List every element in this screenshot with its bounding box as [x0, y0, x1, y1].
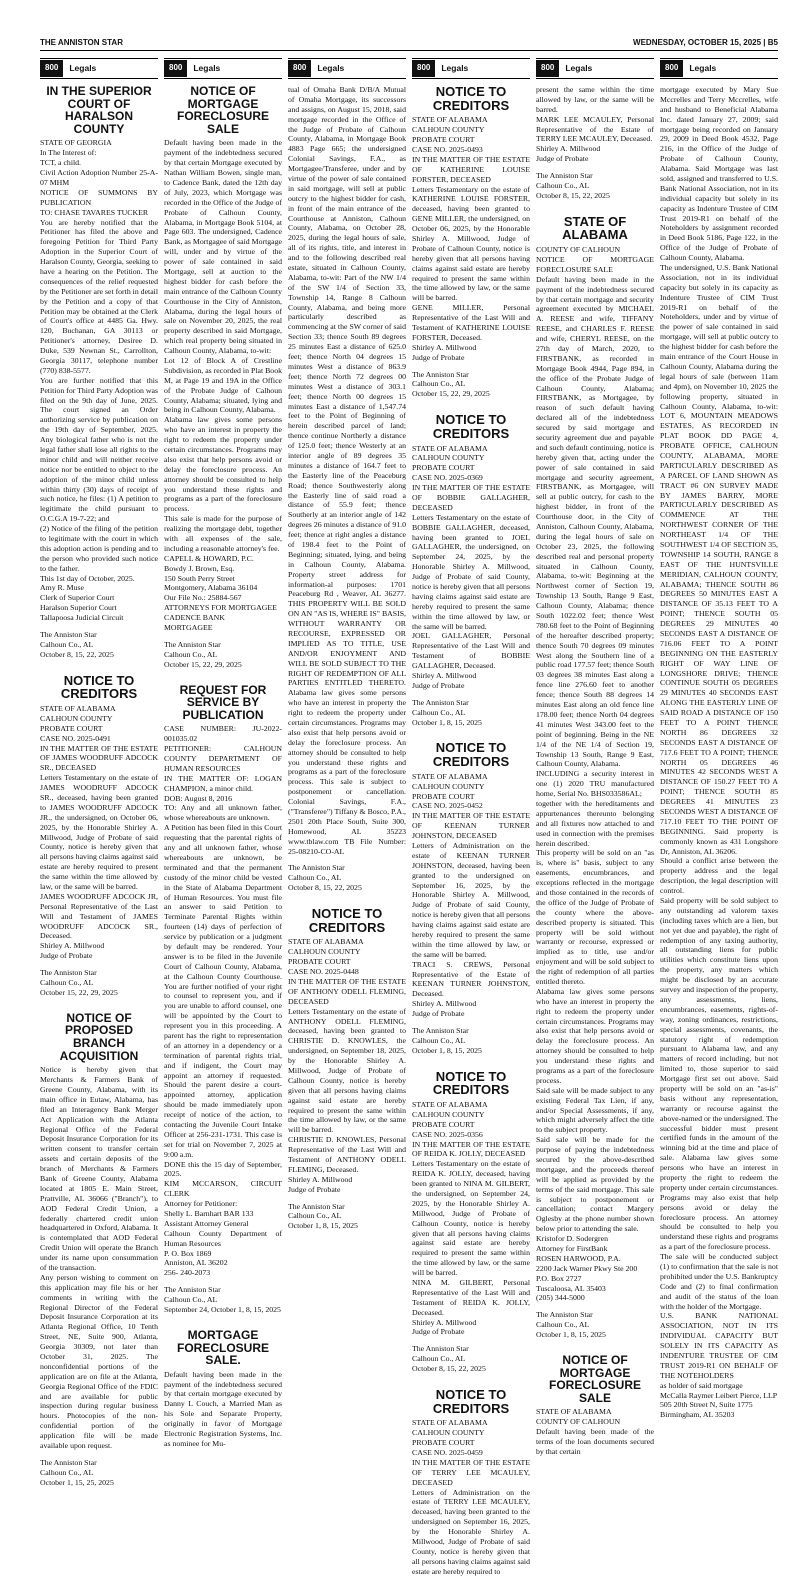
notice-line: Assistant Attorney General [164, 1218, 249, 1228]
notice-spacer [536, 1303, 654, 1310]
notice-line: STATE OF ALABAMA [40, 703, 116, 713]
notice-line: TO: CHASE TAVARES TUCKER [40, 207, 149, 217]
notice-line: STATE OF ALABAMA [412, 1099, 488, 1109]
legal-column [536, 58, 654, 1578]
section-label: Legals [69, 63, 97, 74]
notice-title: NOTICE TO CREDITORS [432, 740, 510, 770]
legal-notice [288, 85, 406, 893]
notice-line: MORTGAGEE [164, 623, 213, 633]
legal-column [164, 58, 282, 1578]
section-label: Legals [689, 63, 717, 74]
notice-line: Shirley A. Millwood [288, 1174, 353, 1184]
notice-line: The Anniston Star [412, 1344, 469, 1354]
notice-line: Alabama law gives some persons who have an interest in property the right to redeem the property under certain circumstances. Programs may also exist that help persons avoid or delay the foreclosure process. An attorney should be consulted to help you understand these rights and programs as a part of the foreclosure process. [536, 986, 654, 1085]
notice-line: IN THE MATTER OF THE ESTATE OF BOBBIE GALLAGHER, DECEASED [412, 483, 530, 512]
notice-line: Letters Testamentary on the estate of KATHERINE LOUISE FORSTER, deceased, having been granted to GENE MILLER, the undersigned, on October 06, 2025, by the Honorable Shirley A. Millwood, Judge of Probate of Calhoun County, notice is hereby given that all persons having claims against said estate are hereby required to present the same within the time allowed by law, or the same will be barred. [412, 184, 530, 303]
notice-line: The Anniston Star [536, 1310, 593, 1320]
notice-line: The Anniston Star [288, 1201, 345, 1211]
legal-notice [536, 1354, 654, 1457]
notice-line: PROBATE COURT [412, 1438, 475, 1448]
notice-line: The undersigned, U.S. Bank National Association, not in its individual capacity but solely in its capacity as Indenture Trustee of CIM Trust 2019-R1 on behalf of the Noteholders, under and by virtue of the power of sale contained in said mortgage, will sell at public outcry to the highest bidder for cash before the main entrance of the Court House in Calhoun County, Alabama during the legal hours of sale (between 11am and 4pm), on November 10, 2025 the following property, situated in Calhoun County, Alabama, to-wit: LOT 6, MOUNTAIN MEADOWS ESTATES, AS RECORDED IN PLAT BOOK DD PAGE 4, PROBATE OFFICE, CALHOUN COUNTY, ALABAMA, MORE PARTICULARLY DESCRIBED AS A PARCEL OF LAND SHOWN AS TRACT #6 ON SURVEY MADE BY JAMES BARRY, MORE PARTICULARLY DESCRIBED AS COMMENCE AT THE NORTHWEST CORNER OF THE NORTHEAST 1/4 OF THE SOUTHWEST 1/4 OF SECTION 35, TOWNSHIP 14 SOUTH, RANGE 8 EAST OF THE HUNTSVILLE MERIDIAN, CALHOUN COUNTY, ALABAMA; THENCE SOUTH 86 DEGREES 50 MINUTES EAST A DISTANCE OF 35.13 FEET TO A POINT; THENCE SOUTH 05 DEGREES 29 MINUTES 40 SECONDS EAST A DISTANCE OF 716.06 FEET TO A POINT BEGINNING ON THE EASTERLY RIGHT OF WAY LINE OF LONGSHORE DRIVE; THENCE CONTINUE SOUTH 05 DEGREES 29 MINUTES 40 SECONDS EAST ALONG THE EASTERLY LINE OF SAID ROAD A DISTANCE OF 150 FEET TO A POINT THENCE NORTH 86 DEGREES 32 SECONDS EAST A DISTANCE OF 717.6 FEET TO A POINT; THENCE NORTH 05 DEGREES 46 MINUTES 42 SECONDS WEST A DISTANCE OF 150.27 FEET TO A POINT; THENCE SOUTH 85 DEGREES 41 MINUTES 23 SECONDS WEST A DISTANCE OF 717.10 FEET TO THE POINT OF BEGINNING. Said property is commonly known as 431 Longshore Dr, Anniston, AL 36206. [660, 263, 778, 856]
notice-line: TCT, a child. [40, 158, 81, 168]
notice-line: Any person wishing to comment on this application may file his or her comments in writing with the Regional Director of the Federal Deposit Insurance Corporation at its Atlanta Regional Office, 10 Tenth Street, NE, Suite 900, Atlanta, Georgia 30309, not later than October 31, 2025. The nonconfidential portions of the application are on file at the Atlanta, Georgia Regional Office of the FDIC and are available for public inspection during regular business hours. Photocopies of the non-confidential portion of the application file will be made available upon request. [40, 1272, 158, 1451]
notice-line: CASE NO. 2025-0356 [412, 1129, 483, 1139]
notice-line: You are hereby notified that the Petitioner has filed the above and foregoing Petition for Third Party Adoption in the Superior Court of Haralson County, Georgia, seeking to have a hearing on the Petition. The consequences of the relief requested by the Petitioner are set forth in detail by the Petition and a copy of that Petition may be obtained at the Clerk of Court's office at 4485 Ga. Hwy. 120, Buchanan, GA 30113 or Petitioner's attorney, Desiree D. Duke, 539 Newnan St., Carrollton, Georgia 30117, telephone number (770) 838-5577. [40, 217, 158, 375]
notice-title: NOTICE TO CREDITORS [60, 672, 138, 702]
notice-line: CASE NO. 2025-0452 [412, 801, 483, 811]
legal-notice [536, 85, 654, 201]
notice-spacer [40, 1451, 158, 1458]
notice-line: October 15, 22, 29, 2025 [164, 659, 242, 669]
notice-line: mortgage executed by Mary Sue Mccrelles and Terry Mccrelles, wife and husband to Beneficial Alabama Inc. dated January 27, 2009; said mortgage being recorded on January 29, 2009 in Deed Book 4532, Page 216, in the Office of the Judge of Probate of Calhoun County, Alabama. Said Mortgage was last sold, assigned and transferred to U.S. Bank National Association, not in its individual capacity but solely in its capacity as Indenture Trustee of CIM Trust 2019-R1 on behalf of the Noteholders by assignment recorded in Deed Book 5186, Page 122, in the Office of the Judge of Probate of Calhoun County, Alabama. [660, 85, 778, 263]
notice-line: COUNTY OF CALHOUN [536, 245, 621, 255]
notice-line: CALHOUN COUNTY [412, 453, 485, 463]
notice-line: The Anniston Star [412, 369, 469, 379]
notice-title: NOTICE TO CREDITORS [308, 906, 386, 935]
legal-notice [536, 215, 654, 1340]
notice-line: (2) Notice of the filing of the petition to legitimate with the court in which this adoption action is pending and to the person who provided such notice to the father. [40, 524, 158, 573]
section-header [40, 58, 158, 79]
notice-spacer [412, 691, 530, 698]
section-code-badge: 800 [288, 60, 311, 76]
notice-line: DOB: August 8, 2016 [164, 793, 233, 803]
notice-line: (205) 344-5000 [536, 1293, 585, 1303]
notice-line: PROBATE COURT [412, 463, 475, 473]
section-header [164, 58, 282, 79]
notice-line: Judge of Probate [412, 1327, 465, 1337]
notice-line: Haralson Superior Court [40, 603, 117, 613]
notice-line: JOEL GALLAGHER, Personal Representative of the Last Will and Testament of BOBBIE GALLAGHER, Deceased. [412, 631, 530, 671]
notice-line: Said sale will be made for the purpose of paying the indebtedness secured by the above-described mortgage, and the proceeds thereof will be applied as provided by the terms of the said mortgage. This sale is subject to postponement or cancellation; contact Margery Oglesby at the phone number shown below prior to attending the sale. [536, 1135, 654, 1234]
section-code-badge: 800 [412, 60, 435, 76]
notice-line: October 1, 8, 15, 2025 [412, 717, 482, 727]
notice-line: You are further notified that this Petition for Third Party Adoption was filed on the 9th day of June, 2025. The court signed an Order authorizing service by publication on the 19th day of September, 2025. Any biological father who is not the legal father shall lose all rights to the minor child and will neither receive notice nor be entitled to object to the adoption of the minor child unless within thirty (30) days of receipt of such notice, he files: (1) A petition to legitimate the child pursuant to O.C.G.A 19-7-22; and [40, 375, 158, 524]
notice-line: The sale will be conducted subject (1) to confirmation that the sale is not prohibited under the U.S. Bankruptcy Code and (2) to final confirmation and audit of the status of the loan with the holder of the Mortgage. [660, 1252, 778, 1311]
notice-line: KIM MCCARSON, CIRCUIT CLERK [164, 1179, 282, 1199]
notice-line: September 24, October 1, 8, 15, 2025 [164, 1305, 281, 1315]
notice-spacer [40, 961, 158, 968]
notice-line: CALHOUN COUNTY [412, 1428, 485, 1438]
notice-line: Letters of Administration on the estate of KEENAN TURNER JOHNSTON, deceased, having been granted to the undersigned on September 16, 2025, by the Honorable Shirley A. Millwood, Judge of Probate of said County, notice is hereby given that all persons having claims against said estate are hereby required to present the same within the time allowed by law, or the same will be barred. [412, 840, 530, 959]
notice-line: October 15, 22, 29, 2025 [412, 389, 490, 399]
notice-line: Shirley A. Millwood [412, 670, 477, 680]
notice-line: Default having been made in the payment of the indebtedness secured by that certain Mortgage executed by Nathan William Bowen, single man, to Cadence Bank, dated the 12th day of July, 2023, which Mortgage was recorded in the Office of the Judge of Probate of Calhoun County, Alabama, in Mortgage Book 5104, at Page 603. The undersigned, Cadence Bank, as Mortgagee of said Mortgage will, under and by virtue of the power of sale contained in said Mortgage, sell at auction to the highest bidder for cash before the main entrance of the Calhoun County Courthouse in the City of Anniston, Alabama, during the legal hours of sale on November 20, 2025, the real property described in said Mortgage, which real property being situated in Calhoun County, Alabama, to-wit: [164, 138, 282, 356]
legals-columns [40, 58, 778, 1578]
notice-line: CASE NO. 2025-0493 [412, 144, 483, 154]
notice-line: PETITIONER: CALHOUN COUNTY DEPARTMENT OF HUMAN RESOURCES [164, 744, 282, 773]
notice-line: The Anniston Star [412, 1025, 469, 1035]
notice-line: CALHOUN COUNTY [288, 947, 361, 957]
notice-line: Shirley A. Millwood [536, 144, 601, 154]
notice-line: Judge of Probate [412, 680, 465, 690]
section-code-badge: 800 [164, 60, 187, 76]
notice-line: Tuscaloosa, AL 35403 [536, 1283, 606, 1293]
masthead-rule [40, 50, 778, 51]
notice-line: Amy R. Muse [40, 583, 84, 593]
notice-line: Calhoun Co., AL [40, 639, 94, 649]
notice-line: Anniston, AL 36202 [164, 1258, 228, 1268]
notice-line: Shirley A. Millwood [40, 941, 105, 951]
notice-line: October 8, 15, 22, 2025 [288, 883, 362, 893]
notice-line: STATE OF ALABAMA [412, 1418, 488, 1428]
notice-line: INCLUDING a security interest in one (1) 2020 TRU manufactured home, Serial No. BHS033586AL; [536, 769, 654, 799]
notice-line: The Anniston Star [40, 968, 97, 978]
notice-line: tual of Omaha Bank D/B/A Mutual of Omaha Mortgage, its successors and assigns, on August 15, 2018, said mortgage recorded in the Office of the Judge of Probate of Calhoun County, Alabama, in Mortgage Book 4883 Page 665; the undersigned Colonial Savings, F.A., as Mortgagee/Transferee, under and by virtue of the power of sale contained in said mortgage, will sell at public outcry to the highest bidder for cash, in front of the main entrance of the Courthouse at Anniston, Calhoun County, Alabama, on October 28, 2025, during the legal hours of sale, all of its rights, title, and interest in and to the following described real estate, situated in Calhoun County, Alabama, to-wit: Part of the NW 1/4 of the SW 1/4 of Section 33, Township 14, Range 8 Calhoun County, Alabama, and being more particularly described as commencing at the SW corner of said Section 33; thence South 89 degrees 25 minutes East a distance of 625.0 feet; thence North 04 degrees 15 minutes West a distance of 863.9 feet; thence North 72 degrees 00 minutes West a distance of 303.1 feet; thence North 00 degrees 15 minutes East a distance of 1,547.74 feet to the Point of Beginning of herein described parcel of land; thence continue Northerly a distance of 125.0 feet; thence Westerly at an interior angle of 89 degrees 35 minutes a distance of 164.7 feet to the Easterly line of the Peaceburg Road; thence Southwesterly along the Easterly line of said road a distance of 55.9 feet; thence Southerly at an interior angle of 142 degrees 26 minutes a distance of 91.0 feet; thence at right angles a distance of 198.4 feet to the Point of Beginning; situated, lying, and being in Calhoun County, Alabama. Property street address for information-al purposes: 1701 Peaceburg Rd , Weaver, AL 36277. THIS PROPERTY WILL BE SOLD ON AN "AS IS, WHERE IS" BASIS, WITHOUT WARRANTY OR RECOURSE, EXPRESSED OR IMPLIED AS TO TITLE, USE AND/OR ENJOYMENT AND WILL BE SOLD SUBJECT TO THE RIGHT OF REDEMPTION OF ALL PARTIES ENTITLED THERETO. Alabama law gives some persons who have an interest in property the right to redeem the property under certain circumstances. Programs may also exist that help persons avoid or delay the foreclosure process. An attorney should be consulted to help you understand these rights and programs as a part of the foreclosure process. This sale is subject to postponement or cancellation. Colonial Savings, F.A., ("Transferee") Tiffany & Bosco, P.A., 2501 20th Place South, Suite 300, Homewood, AL 35223 www.tblaw.com TB File Number: 25-08210-CO-AL [288, 85, 406, 856]
notice-line: Attorney for Petitioner: [164, 1199, 238, 1209]
notice-line: Birmingham, AL 35203 [660, 1410, 735, 1420]
legal-column [412, 58, 530, 1578]
notice-line: Civil Action Adoption Number 25-A-07 MHM [40, 168, 158, 187]
notice-line: Shirley A. Millwood [412, 999, 477, 1009]
legal-notice [412, 1070, 530, 1374]
legal-notice [412, 1388, 530, 1577]
notice-spacer [164, 633, 282, 640]
notice-line: October 1, 8, 15, 2025 [288, 1221, 358, 1231]
notice-line: Bowdy J. Brown, Esq. [164, 563, 235, 573]
notice-line: October 15, 22, 29, 2025 [40, 987, 118, 997]
section-header [660, 58, 778, 79]
notice-line: October 8, 15, 22, 2025 [536, 190, 610, 200]
legal-notice [40, 85, 158, 660]
notice-line: October 1, 8, 15, 2025 [412, 1045, 482, 1055]
notice-line: CALHOUN COUNTY [412, 781, 485, 791]
notice-line: as holder of said mortgage [660, 1380, 743, 1390]
notice-line: Calhoun Co., AL [412, 1035, 466, 1045]
notice-line: PROBATE COURT [412, 791, 475, 801]
notice-spacer [288, 1195, 406, 1202]
notice-line: Judge of Probate [536, 154, 589, 164]
notice-line: October 1, 15, 25, 2025 [40, 1477, 114, 1487]
notice-line: PROBATE COURT [40, 723, 103, 733]
notice-title: NOTICE OF MORTGAGE FORECLOSURE SALE [548, 1353, 641, 1405]
notice-spacer [412, 1019, 530, 1026]
notice-line: Letters Testamentary on the estate of ANTHONY ODELL FLEMING, deceased, having been granted to CHRISTIE D. KNOWLES, the undersigned, on September 18, 2025, by the Honorable Shirley A. Millwood, Judge of Probate of Calhoun County, notice is hereby given that all persons having claims against said estate are hereby required to present the same within the time allowed by law, or the same will be barred. [288, 1006, 406, 1135]
section-label: Legals [317, 63, 345, 74]
legal-notice [660, 85, 778, 1420]
notice-line: CALHOUN COUNTY [40, 713, 113, 723]
notice-line: Default having been made in the payment of the indebtedness secured by that certain mortgage and security agreement executed by MICHAEL A. REESE and wife, TIFFANY REESE, and CHARLES F. REESE and wife, CHERYL REESE, on the 27th day of March, 2020, to FIRSTBANK, as recorded in Mortgage Book 4944, Page 894, in the office of the Probate Judge of Calhoun County, Alabama; FIRSTBANK, as Mortgagee, by reason of such default having declared all of the indebtedness secured by said mortgage and security agreement due and payable and such default continuing, notice is hereby given that, acting under the power of sale contained in said mortgage and security agreement, FIRSTBANK, as Mortgagee, will sell at public outcry, for cash to the highest bidder, in front of the Courthouse door, in the City of Anniston, Calhoun County, Alabama, during the legal hours of sale on October 23, 2025, the following described real and personal property situated in Calhoun County, Alabama, to-wit: Beginning at the Northwest corner of Section 19, Township 13 South, Range 9 East, Calhoun County, Alabama; thence South 1022.02 feet; thence West 780.68 feet to the Point of Beginning of the hereafter described property; thence South 70 degrees 09 minutes West along the Southern line of a public road 177.57 feet; thence South 03 degrees 38 minutes East along a fence line 276.60 feet to another fence; thence South 88 degrees 14 minutes East along an old fence line 178.00 feet; thence North 04 degrees 41 minutes West 343.00 feet to the point of beginning. Being in the NE 1/4 of the NE 1/4 of Section 19, Township 13 South, Range 9 East, Calhoun County, Alabama. [536, 274, 654, 769]
notice-line: Calhoun Co., AL [164, 1295, 218, 1305]
notice-line: The Anniston Star [164, 1285, 221, 1295]
notice-line: Said sale will be made subject to any existing Federal Tax Lien, if any, and/or Special Assessments, if any, which might adversely affect the title to the subject property. [536, 1085, 654, 1135]
section-code-badge: 800 [40, 60, 63, 76]
notice-line: PROBATE COURT [412, 135, 475, 145]
notice-line: PROBATE COURT [412, 1119, 475, 1129]
notice-line: U.S. BANK NATIONAL ASSOCIATION, NOT IN ITS INDIVIDUAL CAPACITY BUT SOLELY IN ITS CAPACITY AS INDENTURE TRUSTEE OF CIM TRUST 2019-R1 ON BEHALF OF THE NOTEHOLDERS [660, 1311, 778, 1380]
notice-title: REQUEST FOR SERVICE BY PUBLICATION [179, 682, 267, 722]
notice-line: STATE OF ALABAMA [536, 1407, 612, 1417]
notice-line: Calhoun Co., AL [412, 1354, 466, 1364]
notice-line: The Anniston Star [164, 639, 221, 649]
notice-line: present the same within the time allowed by law, or the same will be barred. [536, 85, 654, 114]
notice-title: STATE OF ALABAMA [562, 213, 628, 243]
legal-notice [164, 684, 282, 1315]
notice-line: In The Interest of: [40, 148, 97, 158]
notice-line: Kristofor D. Sodergren [536, 1234, 608, 1244]
notice-line: DONE this the 15 day of September, 2025. [164, 1159, 282, 1179]
notice-line: Calhoun Co., AL [288, 1211, 342, 1221]
page-number: B5 [767, 38, 778, 47]
notice-line: Letters Testamentary on the estate of JAMES WOODRUFF ADCOCK SR., deceased, having been granted to JAMES WOODRUFF ADCOCK JR., the undersigned, on October 06, 2025, by the Honorable Shirley A. Millwood, Judge of Probate of said County, notice is hereby given that all persons having claims against said estate are hereby required to present the same within the time allowed by law, or the same will be barred. [40, 773, 158, 891]
notice-line: IN THE MATTER OF THE ESTATE OF KEENAN TURNER JOHNSTON, DECEASED [412, 811, 530, 841]
notice-line: CALHOUN COUNTY [412, 125, 485, 135]
notice-title: NOTICE TO CREDITORS [432, 412, 510, 441]
notice-line: IN THE MATTER OF THE ESTATE OF JAMES WOODRUFF ADCOCK SR., DECEASED [40, 743, 158, 773]
notice-line: Calhoun Co., AL [288, 873, 342, 883]
legal-notice [40, 1012, 158, 1488]
notice-line: 2200 Jack Warner Pkwy Ste 200 [536, 1263, 638, 1273]
notice-line: McCalla Raymer Leibert Pierce, LLP [660, 1390, 778, 1400]
notice-line: GENE MILLER, Personal Representative of the Last Will and Testament of KATHERINE LOUISE FORSTER, Deceased. [412, 303, 530, 342]
notice-line: Shirley A. Millwood [412, 342, 477, 352]
notice-line: October 1, 8, 15, 2025 [536, 1330, 606, 1340]
notice-line: Judge of Probate [40, 951, 93, 961]
notice-title: NOTICE TO CREDITORS [432, 84, 510, 113]
notice-line: CADENCE BANK [164, 613, 225, 623]
notice-line: JAMES WOODRUFF ADCOCK JR, Personal Representative of the Last Will and Testament of JAMES WOODRUFF ADCOCK SR., Deceased. [40, 891, 158, 941]
section-header [288, 58, 406, 79]
notice-line: The Anniston Star [40, 630, 97, 640]
notice-line: CAPELL & HOWARD, P.C. [164, 553, 254, 563]
notice-line: NINA M. GILBERT, Personal Representative of the Last Will and Testament of REIDA K. JOLLY, Deceased. [412, 1277, 530, 1317]
notice-line: ATTORNEYS FOR MORTGAGEE [164, 603, 277, 613]
notice-line: This sale is made for the purpose of realizing the mortgage debt, together with all expenses of the sale, including a reasonable attorney's fee. [164, 514, 282, 553]
notice-line: COUNTY OF CALHOUN [536, 1417, 621, 1427]
notice-title: NOTICE TO CREDITORS [432, 1068, 510, 1098]
notice-line: TO: Any and all unknown father, whose whereabouts are unknown. [164, 803, 282, 823]
notice-line: together with the hereditaments and appurtenances thereunto belonging and all fixtures now attached to and used in connection with the premises herein described. [536, 798, 654, 848]
legal-notice [164, 1329, 282, 1449]
notice-line: Tallapoosa Judicial Circuit [40, 613, 124, 623]
notice-spacer [164, 1278, 282, 1285]
notice-line: Alabama law gives some persons who have an interest in property the right to redeem the property under certain circumstances. Programs may also exist that help persons avoid or delay the foreclosure process. An attorney should be consulted to help you understand these rights and programs as a part of the foreclosure process. [164, 415, 282, 514]
notice-spacer [412, 363, 530, 370]
legal-notice [40, 674, 158, 998]
notice-line: CASE NO. 2025-0459 [412, 1447, 483, 1457]
notice-title: MORTGAGE FORECLOSURE SALE. [176, 1327, 269, 1368]
notice-line: CASE NO. 2025-0448 [288, 967, 359, 977]
section-label: Legals [565, 63, 593, 74]
notice-line: PROBATE COURT [288, 957, 351, 967]
notice-line: Montgomery, Alabama 36104 [164, 583, 258, 593]
notice-line: Judge of Probate [412, 352, 465, 362]
notice-spacer [536, 164, 654, 171]
notice-line: P. O. Box 1869 [164, 1248, 212, 1258]
notice-line: Calhoun Co., AL [536, 1320, 590, 1330]
notice-line: CASE NO. 2025-0491 [40, 733, 111, 743]
notice-line: October 8, 15, 22, 2025 [412, 1364, 486, 1374]
section-header [412, 58, 530, 79]
masthead-date-area: WEDNESDAY, OCTOBER 15, 2025 | B5 [633, 38, 778, 47]
notice-line: Lot 12 of Block A of Crestline Subdivision, as recorded in Plat Book M, at Page 19 and 19A in the Office of the Probate Judge of Calhoun County, Alabama; situated, lying and being in Calhoun County, Alabama. [164, 355, 282, 415]
legal-notice [412, 413, 530, 727]
notice-line: CHRISTIE D. KNOWLES, Personal Representative of the Last Will and Testament of ANTHONY ODELL FLEMING, Deceased. [288, 1135, 406, 1174]
notice-line: Calhoun Co., AL [164, 649, 218, 659]
notice-line: Clerk of Superior Court [40, 593, 115, 603]
notice-line: The Anniston Star [412, 697, 469, 707]
notice-line: CASE NO. 2025-0369 [412, 473, 483, 483]
notice-line: NOTICE OF MORTGAGE FORECLOSURE SALE [536, 254, 654, 274]
notice-line: Said property will be sold subject to any outstanding ad valorem taxes (including taxes which are a lien, but not yet due and payable), the right of redemption of any taxing authority, all outstanding liens for public utilities which constitute liens upon the property, any matters which might be disclosed by an accurate survey and inspection of the property, any assessments, liens, encumbrances, easements, rights-of-way, zoning ordinances, restrictions, special assessments, covenants, the statutory right of redemption pursuant to Alabama law, and any matters of record including, but not limited to, those superior to said Mortgage first set out above. Said property will be sold on an "as-is" basis without any representation, warranty or recourse against the above-named or the undersigned. The successful bidder must present certified funds in the amount of the winning bid at the time and place of sale. Alabama law gives some persons who have an interest in property the right to redeem the property under certain circumstances. Programs may also exist that help persons avoid or delay the foreclosure process. An attorney should be consulted to help you understand these rights and programs as a part of the foreclosure process. [660, 896, 778, 1252]
legal-column [288, 58, 406, 1578]
notice-line: Calhoun County Department of Human Resources [164, 1228, 282, 1248]
notice-title: NOTICE TO CREDITORS [432, 1386, 510, 1416]
notice-line: Notice is hereby given that Merchants & Farmers Bank of Greene County, Alabama, with its main office in Eutaw, Alabama, has filed an Interagency Bank Merger Act Application with the Atlanta Regional Office of the Federal Deposit Insurance Corporation for its written consent to transfer certain assets and certain deposits of the branch of Merchants & Farmers Bank of Greene County, Alabama located at 1805 E. Main Street, Prattville, AL 36066 ("Branch"), to AOD Federal Credit Union, a federally chartered credit union headquartered in Oxford, Alabama. It is contemplated that AOD Federal Credit Union will operate the Branch under its name upon consummation of the transaction. [40, 1065, 158, 1272]
notice-title: IN THE SUPERIOR COURT OF HARALSON COUNTY [46, 84, 152, 136]
notice-line: Should a conflict arise between the property address and the legal description, the legal description will control. [660, 856, 778, 896]
paper-name: THE ANNISTON STAR [40, 38, 123, 47]
notice-line: P.O. Box 2727 [536, 1273, 582, 1283]
notice-line: The Anniston Star [536, 171, 593, 181]
notice-line: October 8, 15, 22, 2025 [40, 649, 114, 659]
section-label: Legals [193, 63, 221, 74]
legal-notice [412, 85, 530, 399]
notice-line: 256- 240-2073 [164, 1268, 211, 1278]
notice-line: Our File No.: 25884-567 [164, 593, 242, 603]
notice-line: IN THE MATTER OF THE ESTATE OF REIDA K. JOLLY, DECEASED [412, 1139, 530, 1159]
legal-notice [164, 85, 282, 670]
notice-line: Calhoun Co., AL [536, 181, 590, 191]
notice-line: Judge of Probate [412, 1009, 465, 1019]
section-code-badge: 800 [660, 60, 683, 76]
notice-line: This 1st day of October, 2025. [40, 573, 135, 583]
notice-line: Default having been made of the terms of the loan documents secured by that certain [536, 1427, 654, 1456]
notice-line: STATE OF ALABAMA [412, 771, 488, 781]
legal-column [660, 58, 778, 1578]
notice-line: IN THE MATTER OF THE ESTATE OF KATHERINE LOUISE FORSTER, DECEASED [412, 154, 530, 184]
notice-line: STATE OF ALABAMA [412, 443, 488, 453]
notice-line: ROSEN HARWOOD, P.A. [536, 1253, 621, 1263]
notice-line: TRACI S. CREWS, Personal Representative of the Estate of KEENAN TURNER JOHNSTON, Deceased. [412, 959, 530, 999]
notice-line: NOTICE OF SUMMONS BY PUBLICATION [40, 187, 158, 207]
notice-line: CASE NUMBER: JU-2022-001035.02 [164, 724, 282, 744]
legal-notice [288, 907, 406, 1231]
notice-line: STATE OF ALABAMA [412, 115, 488, 125]
notice-line: Judge of Probate [288, 1184, 341, 1194]
notice-line: This property will be sold on an "as is, where is" basis, subject to any easements, encumbrances, and exceptions reflected in the mortgage and those contained in the records of the office of the Judge of Probate of the county where the above-described property is situated. This property will be sold without warranty or recourse, expressed or implied as to title, use and/or enjoyment and will be sold subject to the right of redemption of all parties entitled thereto. [536, 848, 654, 986]
notice-line: Letters Testamentary on the estate of REIDA K. JOLLY, deceased, having been granted to NINA M. GILBERT, the undersigned, on September 24, 2025, by the Honorable Shirley A. Millwood, Judge of Probate of Calhoun County, notice is hereby given that all persons having claims against said estate are hereby required to present the same within the time allowed by law, or the same will be barred. [412, 1159, 530, 1278]
notice-line: Calhoun Co., AL [412, 379, 466, 389]
notice-line: Attorney for FirstBank [536, 1244, 608, 1254]
notice-line: MARK LEE MCAULEY, Personal Representative of the Estate of TERRY LEE MCAULEY, Deceased. [536, 114, 654, 144]
notice-line: IN THE MATTER OF THE ESTATE OF TERRY LEE MCAULEY, DECEASED [412, 1457, 530, 1487]
notice-spacer [288, 856, 406, 863]
notice-line: A Petition has been filed in this Court requesting that the parental rights of any and all unknown father, whose whereabouts are unknown, be terminated and that the permanent custody of the minor child be vested in the State of Alabama Department of Human Resources. You must file an answer to said Petition to Terminate Parental Rights within fourteen (14) days of perfection of service by publication or a judgment by default may be rendered. Your answer is to be filed in the Juvenile Court of Calhoun County, Alabama, at the Calhoun County Courthouse. You are further notified of your right to counsel to represent you, and if you are unable to afford counsel, one will be appointed by the Court to represent you in this proceeding. A parent has the right to representation of an attorney in a dependency or a termination of parental rights trial, and if indigent, the Court may appoint an attorney if requested. Should the parent desire a court-appointed attorney, application should be made immediately upon receipt of notice of the action, to contacting the Juvenile Court Intake Officer at 256-231-1731. This case is set for trial on November 7, 2025 at 9:00 a.m. [164, 823, 282, 1159]
issue-date: WEDNESDAY, OCTOBER 15, 2025 [633, 38, 762, 47]
notice-line: Letters of Administration on the estate of TERRY LEE MCAULEY, deceased, having been granted to the undersigned on September 16, 2025, by the Honorable Shirley A. Millwood, Judge of Probate of said County, notice is hereby given that all persons having claims against said estate are hereby required to [412, 1487, 530, 1576]
legal-column [40, 58, 158, 1578]
notice-line: Shelly L. Barnhart BAR 133 [164, 1209, 254, 1218]
masthead [40, 36, 778, 49]
section-header [536, 58, 654, 79]
notice-line: Letters Testamentary on the estate of BOBBIE GALLAGHER, deceased, having been granted to JOEL GALLAGHER, the undersigned, on September 24, 2025, by the Honorable Shirley A. Millwood, Judge of Probate of said County, notice is hereby given that all persons having claims against said estate are hereby required to present the same within the time allowed by law, or the same will be barred. [412, 512, 530, 631]
notice-line: IN THE MATTER OF: LOGAN CHAMPION, a minor child. [164, 773, 282, 793]
notice-line: The Anniston Star [288, 863, 345, 873]
section-code-badge: 800 [536, 60, 559, 76]
notice-line: Default having been made in the payment of the indebtedness secured by that certain mortgage executed by Danny L Couch, a Married Man as his Sole and Separate Property, originally in favor of Mortgage Electronic Registration Systems, Inc. as nominee for Mu- [164, 1369, 282, 1448]
notice-line: 150 South Perry Street [164, 573, 235, 583]
notice-line: IN THE MATTER OF THE ESTATE OF ANTHONY ODELL FLEMING, DECEASED [288, 976, 406, 1006]
notice-line: The Anniston Star [40, 1457, 97, 1467]
notice-line: Calhoun Co., AL [40, 1467, 94, 1477]
legal-notice [412, 741, 530, 1055]
notice-spacer [40, 623, 158, 630]
notice-line: STATE OF GEORGIA [40, 138, 112, 148]
notice-line: Calhoun Co., AL [40, 978, 94, 988]
notice-line: STATE OF ALABAMA [288, 937, 364, 947]
notice-line: 505 20th Street N, Suite 1775 [660, 1400, 753, 1410]
notice-line: Calhoun Co., AL [412, 707, 466, 717]
notice-title: NOTICE OF PROPOSED BRANCH ACQUISITION [59, 1010, 139, 1063]
notice-spacer [412, 1337, 530, 1344]
notice-line: Shirley A. Millwood [412, 1317, 477, 1327]
notice-title: NOTICE OF MORTGAGE FORECLOSURE SALE [176, 84, 269, 136]
notice-line: CALHOUN COUNTY [412, 1109, 485, 1119]
section-label: Legals [441, 63, 469, 74]
